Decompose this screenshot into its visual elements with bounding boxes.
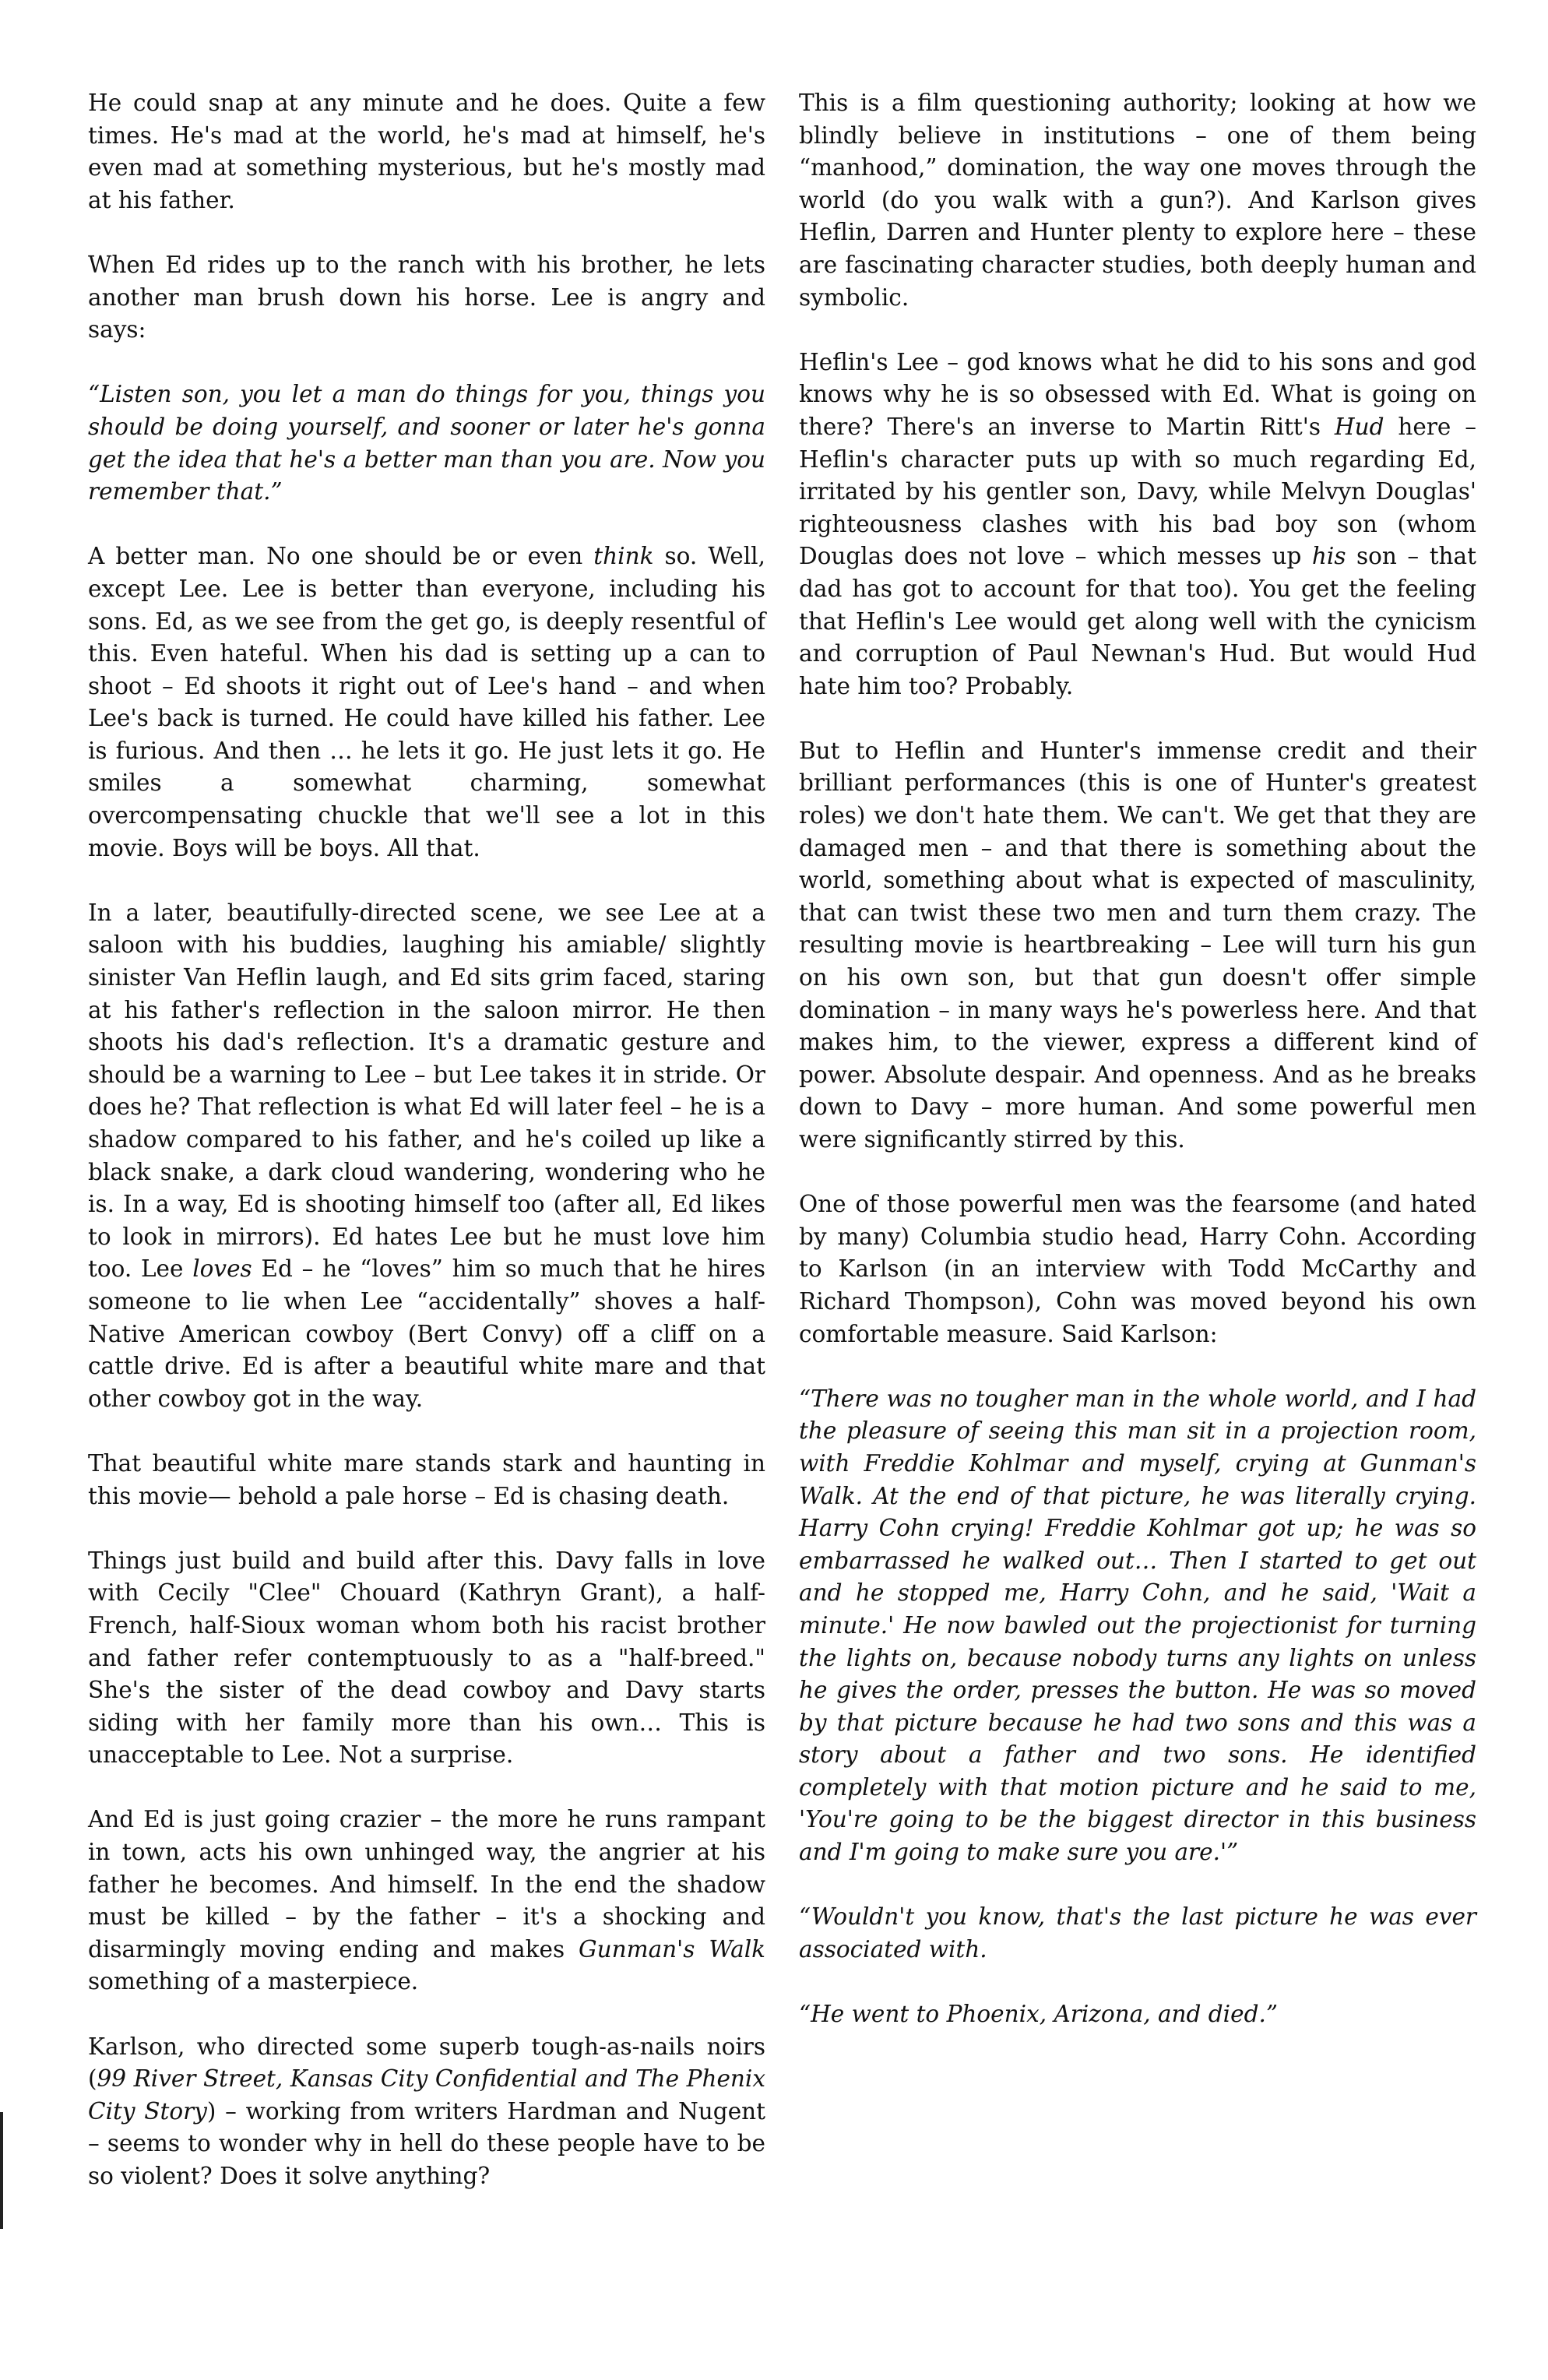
block-quote: “He went to Phoenix, Arizona, and died.” <box>799 2001 1278 2028</box>
film-title: Gunman's Walk <box>579 1935 765 1963</box>
paragraph: Things just build and build after this. Davy falls in love with Cecily "Clee" Chouard (Kathryn Grant), a half-French, half-Sioux woman whom both his racist brother and father refer contemptuously to as a "half-breed." She's the sister of the dead cowboy and Davy starts siding with her family more than his own… This is unacceptable to Lee. Not a surprise. <box>88 1547 765 1769</box>
paragraph: When Ed rides up to the ranch with his brother, he lets another man brush down his horse. Lee is angry and says: <box>88 251 765 343</box>
paragraph: This is a film questioning authority; looking at how we blindly believe in institutions – one of them being “manhood,” domination, the way one moves through the world (do you walk with a gun?). And Karlson gives Heflin, Darren and Hunter plenty to explore here – these are fascinating character studies, both deeply human and symbolic. <box>799 90 1476 311</box>
text-run: son – that dad has got to account for that too). You get the feeling that Heflin's Lee would get along well with the cynicism and corruption of Paul Newnan's Hud. But would Hud hate him too? Probably. <box>799 543 1476 699</box>
block-quote: “There was no tougher man in the whole world, and I had the pleasure of seeing this man sit in a projection room, with Freddie Kohlmar and myself, crying at Gunman's Walk. At the end of that picture, he was literally crying. Harry Cohn crying! Freddie Kohlmar got up; he was so embarrassed he walked out… Then I started to get out and he stopped me, Harry Cohn, and he said, 'Wait a minute.' He now bawled out the projectionist for turning the lights on, because nobody turns any lights on unless he gives the order, presses the button. He was so moved by that picture because he had two sons and this was a story about a father and two sons. He identified completely with that motion picture and he said to me, 'You're going to be the biggest director in this business and I'm going to make sure you are.'” <box>799 1385 1476 1866</box>
text-run: Heflin's Lee – god knows what he did to his sons and god knows why he is so obsessed with Ed. What is going on there? There's an inverse to Martin Ritt's <box>799 348 1476 440</box>
text-run: here – Heflin's character puts up with so much regarding Ed, irritated by his gentler son, Davy, while Melvyn Douglas' righteousness clashes with his bad boy son (whom Douglas does not love – which messes up <box>799 413 1476 570</box>
paragraph: One of those powerful men was the fearsome (and hated by many) Columbia studio head, Harry Cohn. According to Karlson (in an interview with Todd McCarthy and Richard Thompson), Cohn was moved beyond his own comfortable measure. Said Karlson: <box>799 1191 1476 1347</box>
text-run: ) – working from writers Hardman and Nugent – seems to wonder why in hell do these people have to be so violent? Does it solve anything? <box>88 2097 766 2189</box>
right-column <box>799 87 1476 2063</box>
block-quote: “Listen son, you let a man do things for you, things you should be doing yourself, and sooner or later he's gonna get the idea that he's a better man than you are. Now you remember that.” <box>88 381 765 505</box>
text-run: Ed – he “loves” him so much that he hires someone to lie when Lee “accidentally” shoves a half-Native American cowboy (Bert Convy) off a cliff on a cattle drive. Ed is after a beautiful white mare and that other cowboy got in the way. <box>88 1255 765 1412</box>
emphasis: his <box>1311 543 1346 570</box>
text-run: A better man. No one should be or even <box>88 543 594 570</box>
film-title: Hud <box>1334 413 1384 440</box>
emphasis: loves <box>192 1255 252 1283</box>
paragraph <box>799 347 1476 703</box>
paragraph <box>88 897 765 1416</box>
paragraph: He could snap at any minute and he does. Quite a few times. He's mad at the world, he's mad at himself, he's even mad at something mysterious, but he's mostly mad at his father. <box>88 90 765 213</box>
paragraph <box>88 2031 765 2193</box>
text-run: so. Well, except Lee. Lee is better than everyone, including his sons. Ed, as we see from the get go, is deeply resentful of this. Even hateful. When his dad is setting up a can to shoot – Ed shoots it right out of Lee's hand – and when Lee's back is turned. He could have killed his father. Lee is furious. And then … he lets it go. He just lets it go. He smiles a somewhat charming, somewhat overcompensating chuckle that we'll see a lot in this movie. Boys will be boys. All that. <box>88 543 765 861</box>
text-run: And Ed is just going crazier – the more he runs rampant in town, acts his own unhinged way, the angrier at his father he becomes. And himself. In the end the shadow must be killed – by the father – it's a shocking and disarmingly moving ending and makes <box>88 1806 765 1963</box>
emphasis: think <box>593 543 654 570</box>
paragraph: That beautiful white mare stands stark and haunting in this movie— behold a pale horse – Ed is chasing death. <box>88 1449 765 1509</box>
block-quote: “Wouldn't you know, that's the last picture he was ever associated with. <box>799 1903 1476 1963</box>
left-column <box>88 87 765 2225</box>
text-run: something of a masterpiece. <box>88 1968 419 1995</box>
text-run: Karlson, who directed some superb tough-as-nails noirs ( <box>88 2033 765 2093</box>
paragraph: But to Heflin and Hunter's immense credit and their brilliant performances (this is one of Hunter's greatest roles) we don't hate them. We can't. We get that they are damaged men – and that there is something about the world, something about what is expected of masculinity, that can twist these two men and turn them crazy. The resulting movie is heartbreaking – Lee will turn his gun on his own son, but that gun doesn't offer simple domination – in many ways he's powerless here. And that makes him, to the viewer, express a different kind of power. Absolute despair. And openness. And as he breaks down to Davy – more human. And some powerful men were significantly stirred by this. <box>799 737 1476 1153</box>
page-edge-mark <box>0 2112 3 2229</box>
text-run: In a later, beautifully-directed scene, we see Lee at a saloon with his buddies, laughing his amiable/ slightly sinister Van Heflin laugh, and Ed sits grim faced, staring at his father's reflection in the saloon mirror. He then shoots his dad's reflection. It's a dramatic gesture and should be a warning to Lee – but Lee takes it in stride. Or does he? That reflection is what Ed will later feel – he is a shadow compared to his father, and he's coiled up like a black snake, a dark cloud wandering, wondering who he is. In a way, Ed is shooting himself too (after all, Ed likes to look in mirrors). Ed hates Lee but he must love him too. Lee <box>88 899 765 1283</box>
paragraph <box>88 1804 765 1998</box>
paragraph <box>88 540 765 864</box>
film-titles: 99 River Street, Kansas City Confidential and The Phenix City Story <box>88 2065 765 2125</box>
